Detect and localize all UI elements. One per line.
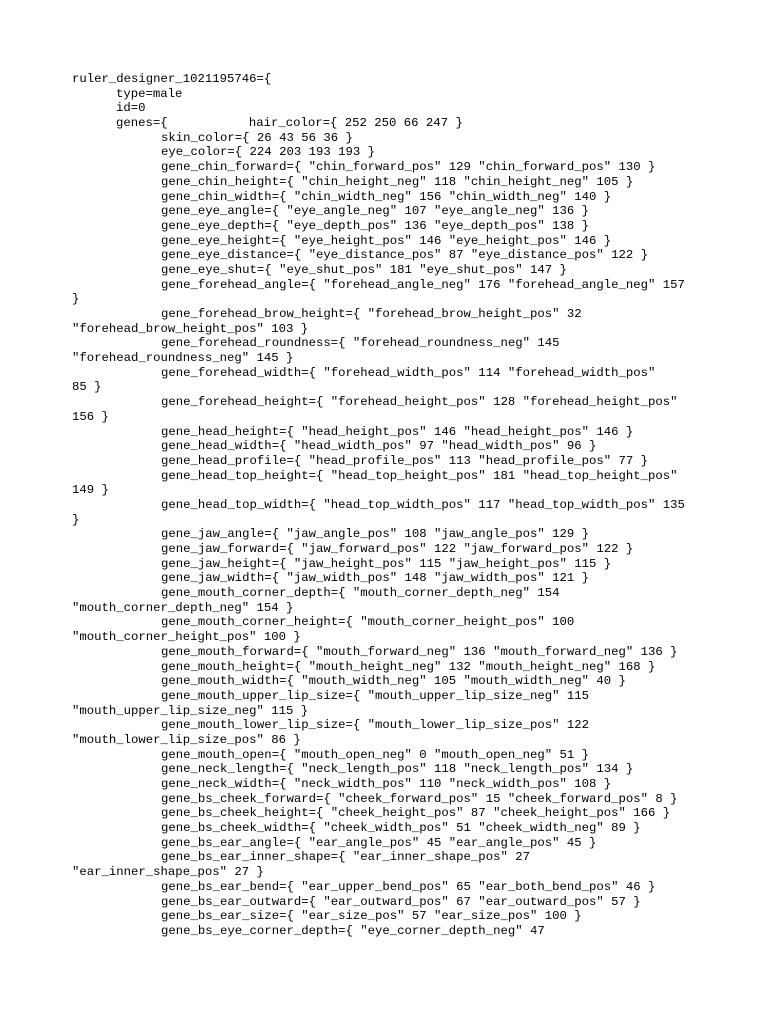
text-line: "forehead_roundness_neg" 145 } [72,351,294,366]
text-line: gene_head_top_height={ "head_top_height_pos" 181 "head_top_height_pos" [161,468,678,483]
text-line: } [72,292,80,307]
text-line: gene_bs_ear_inner_shape={ "ear_inner_shape_pos" 27 [161,850,530,865]
text-line: gene_jaw_forward={ "jaw_forward_pos" 122 "jaw_forward_pos" 122 } [161,542,634,556]
text-line: gene_mouth_open={ "mouth_open_neg" 0 "mouth_open_neg" 51 } [161,747,590,762]
text-line: gene_forehead_height={ "forehead_height_pos" 128 "forehead_height_pos" [161,395,678,410]
text-line: gene_forehead_roundness={ "forehead_roundness_neg" 145 [161,336,560,351]
text-line: "mouth_lower_lip_size_pos" 86 } [72,732,301,747]
text-line: gene_mouth_upper_lip_size={ "mouth_upper_lip_size_neg" 115 [161,688,590,703]
text-line: gene_bs_cheek_height={ "cheek_height_pos" 87 "cheek_height_pos" 166 } [161,806,671,821]
text-line: gene_forehead_width={ "forehead_width_pos" 114 "forehead_width_pos" [161,365,656,380]
text-line: 149 } [72,483,109,498]
text-line: gene_jaw_width={ "jaw_width_pos" 148 "jaw_width_pos" 121 } [161,571,590,586]
text-line: gene_forehead_brow_height={ "forehead_brow_height_pos" 32 [161,307,582,321]
text-line: gene_bs_ear_outward={ "ear_outward_pos" 67 "ear_outward_pos" 57 } [161,894,641,909]
text-line: } [72,512,80,527]
text-line: gene_bs_eye_corner_depth={ "eye_corner_depth_neg" 47 [161,923,545,938]
text-line: gene_head_profile={ "head_profile_pos" 113 "head_profile_pos" 77 } [161,453,649,468]
text-line: gene_bs_cheek_width={ "cheek_width_pos" 51 "cheek_width_neg" 89 } [161,821,641,836]
text-line: gene_mouth_corner_height={ "mouth_corner_height_pos" 100 [161,615,575,630]
text-line: gene_head_top_width={ "head_top_width_pos" 117 "head_top_width_pos" 135 [161,497,685,512]
text-line: gene_neck_length={ "neck_length_pos" 118 "neck_length_pos" 134 } [161,762,634,777]
text-line: gene_forehead_angle={ "forehead_angle_neg" 176 "forehead_angle_neg" 157 [161,277,685,292]
text-line: gene_head_height={ "head_height_pos" 146 "head_height_pos" 146 } [161,424,634,439]
text-line: skin_color={ 26 43 56 36 } [161,130,353,145]
text-line: gene_mouth_lower_lip_size={ "mouth_lower_lip_size_pos" 122 [161,718,590,733]
text-line: ruler_designer_1021195746={ [72,72,272,86]
text-line: gene_bs_ear_bend={ "ear_upper_bend_pos" 65 "ear_both_bend_pos" 46 } [161,879,656,894]
text-line: gene_chin_forward={ "chin_forward_pos" 129 "chin_forward_pos" 130 } [161,160,656,175]
text-line: eye_color={ 224 203 193 193 } [161,145,376,160]
text-line: genes={ hair_color={ 252 250 66 247 } [116,116,463,131]
text-line: gene_mouth_width={ "mouth_width_neg" 105 "mouth_width_neg" 40 } [161,674,626,689]
text-line: "mouth_corner_height_pos" 100 } [72,630,301,645]
text-line: "mouth_corner_depth_neg" 154 } [72,600,294,615]
text-line: gene_eye_depth={ "eye_depth_pos" 136 "eye_depth_pos" 138 } [161,218,590,233]
text-line: gene_chin_height={ "chin_height_neg" 118 "chin_height_neg" 105 } [161,174,634,189]
text-line: gene_chin_width={ "chin_width_neg" 156 "chin_width_neg" 140 } [161,189,612,204]
text-line: gene_mouth_forward={ "mouth_forward_neg" 136 "mouth_forward_neg" 136 } [161,644,678,659]
text-line: gene_jaw_height={ "jaw_height_pos" 115 "jaw_height_pos" 115 } [161,556,612,571]
text-line: gene_head_width={ "head_width_pos" 97 "head_width_pos" 96 } [161,439,597,454]
text-line: gene_eye_distance={ "eye_distance_pos" 87 "eye_distance_pos" 122 } [161,248,649,263]
text-line: "ear_inner_shape_pos" 27 } [72,865,264,880]
text-line: type=male [116,86,183,101]
text-line: gene_bs_ear_angle={ "ear_angle_pos" 45 "ear_angle_pos" 45 } [161,835,597,850]
text-line: gene_eye_angle={ "eye_angle_neg" 107 "eye_angle_neg" 136 } [161,204,590,219]
text-line: gene_mouth_corner_depth={ "mouth_corner_depth_neg" 154 [161,586,560,601]
text-line: gene_eye_height={ "eye_height_pos" 146 "eye_height_pos" 146 } [161,233,612,248]
text-line: gene_neck_width={ "neck_width_pos" 110 "neck_width_pos" 108 } [161,777,612,791]
text-line: "mouth_upper_lip_size_neg" 115 } [72,703,309,718]
text-line: "forehead_brow_height_pos" 103 } [72,321,309,336]
text-line: gene_bs_ear_size={ "ear_size_pos" 57 "ear_size_pos" 100 } [161,909,582,924]
text-line: id=0 [116,101,146,116]
text-line: 156 } [72,409,109,424]
text-line: gene_bs_cheek_forward={ "cheek_forward_pos" 15 "cheek_forward_pos" 8 } [161,791,678,806]
text-line: 85 } [72,380,102,395]
text-line: gene_jaw_angle={ "jaw_angle_pos" 108 "jaw_angle_pos" 129 } [161,527,590,542]
document-page [72,72,752,939]
text-line: gene_mouth_height={ "mouth_height_neg" 132 "mouth_height_neg" 168 } [161,659,656,674]
text-line: gene_eye_shut={ "eye_shut_pos" 181 "eye_shut_pos" 147 } [161,262,567,277]
